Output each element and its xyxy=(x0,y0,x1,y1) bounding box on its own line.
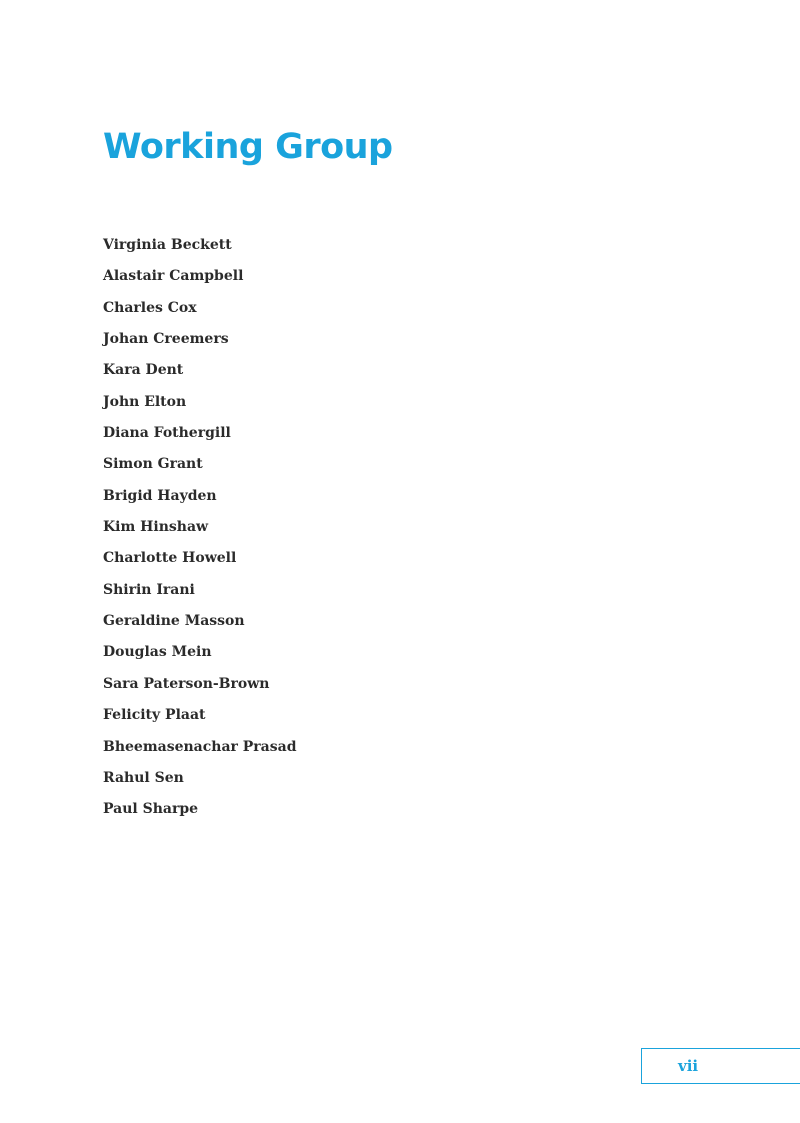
list-item: Paul Sharpe xyxy=(103,801,199,818)
list-item: Kim Hinshaw xyxy=(103,519,209,536)
list-item: Diana Fothergill xyxy=(103,425,231,442)
page-number-box xyxy=(641,1048,800,1084)
list-item: Johan Creemers xyxy=(103,331,229,348)
page-number: vii xyxy=(678,1057,699,1075)
list-item: Virginia Beckett xyxy=(103,237,232,253)
list-item: Geraldine Masson xyxy=(103,613,245,630)
list-item: Rahul Sen xyxy=(103,769,184,786)
list-item: Alastair Campbell xyxy=(103,268,244,285)
working-group-list xyxy=(103,235,297,831)
list-item: Douglas Mein xyxy=(103,644,212,661)
list-item: Brigid Hayden xyxy=(103,487,217,504)
list-item: Charlotte Howell xyxy=(103,550,237,567)
list-item: Shirin Irani xyxy=(103,581,195,598)
list-item: Charles Cox xyxy=(103,299,197,316)
list-item: Kara Dent xyxy=(103,362,184,379)
list-item: Simon Grant xyxy=(103,456,203,473)
page-title: Working Group xyxy=(103,127,393,167)
list-item: Bheemasenachar Prasad xyxy=(103,738,297,755)
list-item: Felicity Plaat xyxy=(103,707,206,724)
list-item: Sara Paterson-Brown xyxy=(103,675,270,692)
list-item: John Elton xyxy=(103,393,187,410)
